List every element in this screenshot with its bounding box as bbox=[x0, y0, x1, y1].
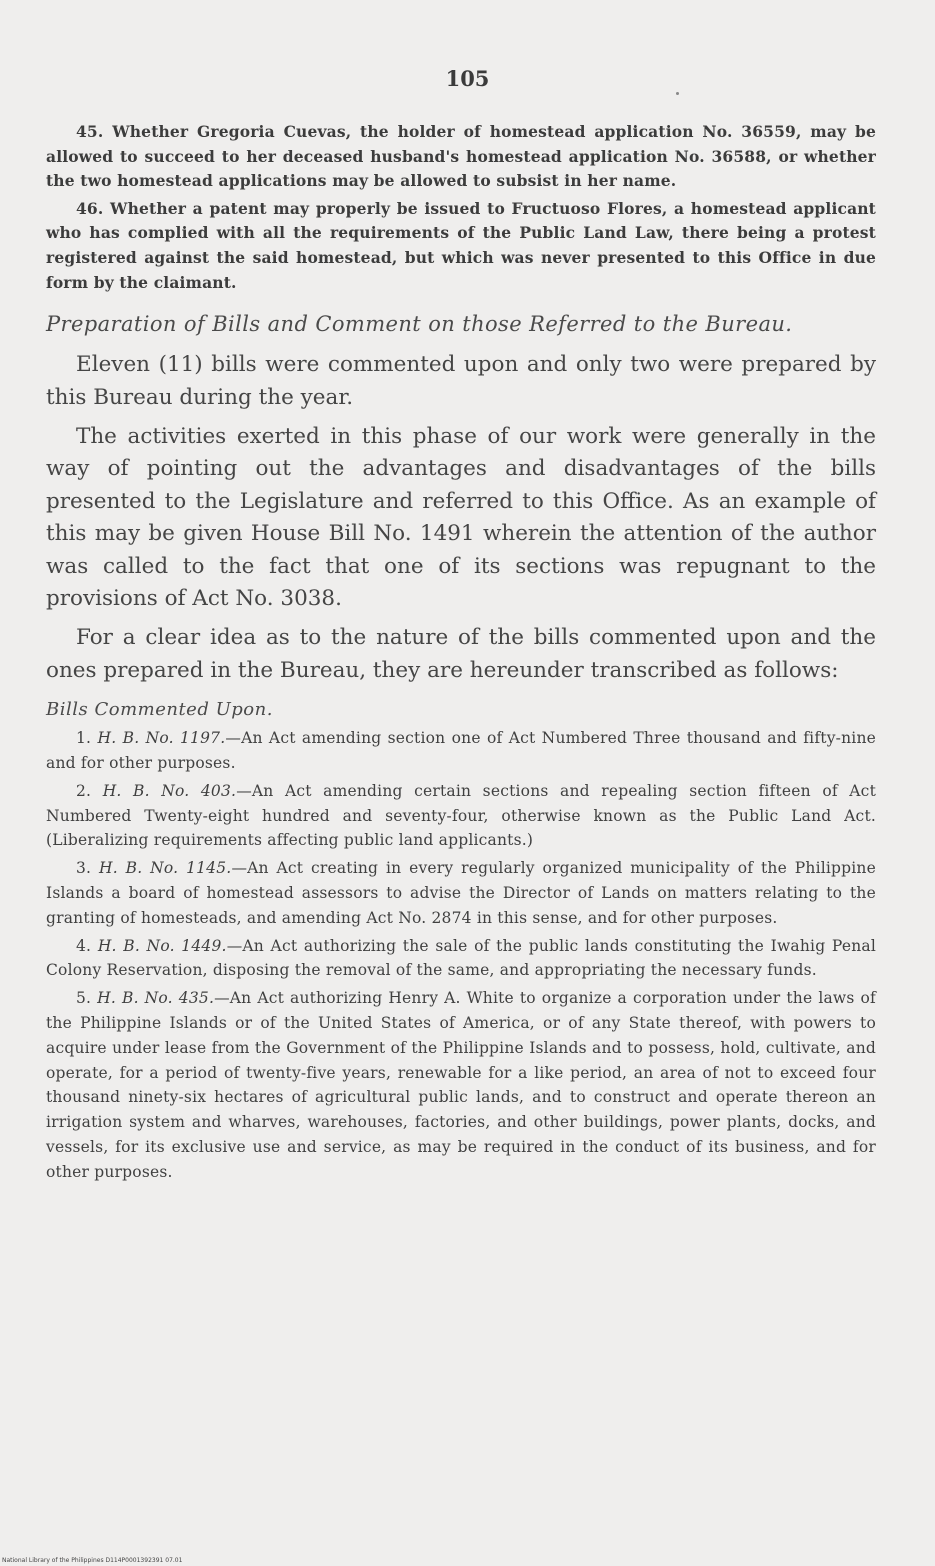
bill-item bbox=[46, 779, 876, 853]
body-paragraph: Eleven (11) bills were commented upon and only two were prepared by this Bureau during the year. bbox=[46, 352, 876, 410]
bill-number: 5. bbox=[76, 989, 92, 1008]
body-paragraph: For a clear idea as to the nature of the bills commented upon and the ones prepared in the Bureau, they are hereunder transcribed as follows: bbox=[46, 625, 876, 683]
section-heading: Preparation of Bills and Comment on those Referred to the Bureau. bbox=[46, 312, 793, 337]
body-paragraph: The activities exerted in this phase of our work were generally in the way of pointing out the advantages and disadvantages of the bills presented to the Legislature and referred to this Office. As an example of this may be given House Bill No. 1491 wherein the attention of the author was called to the fact that one of its sections was repugnant to the provisions of Act No. 3038. bbox=[46, 423, 876, 611]
bill-item bbox=[46, 986, 876, 1184]
bill-citation: H. B. No. 435. bbox=[97, 989, 215, 1008]
bill-citation: H. B. No. 1449. bbox=[97, 936, 227, 955]
page-content bbox=[46, 120, 876, 1188]
bill-item bbox=[46, 934, 876, 984]
bill-number: 4. bbox=[76, 936, 92, 955]
speck bbox=[676, 92, 679, 95]
scan-footer: National Library of the Philippines D114P0001392391 07.01 bbox=[2, 1557, 183, 1564]
bill-citation: H. B. No. 403. bbox=[102, 781, 237, 800]
bill-number: 1. bbox=[76, 729, 92, 748]
bill-citation: H. B. No. 1197. bbox=[97, 729, 226, 748]
paragraph-45: 45. Whether Gregoria Cuevas, the holder of homestead application No. 36559, may be allowed to succeed to her deceased husband's homestead application No. 36588, or whether the two homestead applications may be allowed to subsist in her name. bbox=[46, 122, 876, 191]
bill-text: —An Act authorizing the sale of the public lands constituting the Iwahig Penal Colony Reservation, disposing the removal of the same, and appropriating the necessary funds. bbox=[46, 936, 876, 980]
bill-text: —An Act amending certain sections and repealing section fifteen of Act Numbered Twenty-eight hundred and seventy-four, otherwise known as the Public Land Act. (Liberalizing requirements affecting public land applicants.) bbox=[46, 781, 876, 850]
bill-text: —An Act creating in every regularly organized municipality of the Philippine Islands a board of homestead assessors to advise the Director of Lands on matters relating to the granting of homesteads, and amending Act No. 2874 in this sense, and for other purposes. bbox=[46, 859, 876, 927]
bill-citation: H. B. No. 1145. bbox=[99, 859, 232, 878]
bill-text: —An Act authorizing Henry A. White to organize a corporation under the laws of the Philippine Islands or of the United States of America, or of any State thereof, with powers to acquire under lease from the Government of the Philippine Islands and to possess, hold, cultivate, and operate, for a period of twenty-five years, renewable for a like period, an area of not to exceed four thousand ninety-six hectares of agricultural public lands, and to construct and operate thereon an irrigation system and wharves, warehouses, factories, and other buildings, power plants, docks, and vessels, for its exclusive use and service, as may be required in the conduct of its business, and for other purposes. bbox=[46, 989, 876, 1181]
sub-heading: Bills Commented Upon. bbox=[46, 699, 273, 721]
bill-number: 2. bbox=[76, 781, 92, 800]
bill-item bbox=[46, 726, 876, 776]
bill-item bbox=[46, 856, 876, 930]
page-number: 105 bbox=[445, 66, 490, 91]
paragraph-46: 46. Whether a patent may properly be issued to Fructuoso Flores, a homestead applicant who has complied with all the requirements of the Public Land Law, there being a protest registered against the said homestead, but which was never presented to this Office in due form by the claimant. bbox=[46, 198, 876, 292]
bill-number: 3. bbox=[76, 859, 92, 878]
bill-text: —An Act amending section one of Act Numbered Three thousand and fifty-nine and for other purposes. bbox=[46, 729, 876, 773]
